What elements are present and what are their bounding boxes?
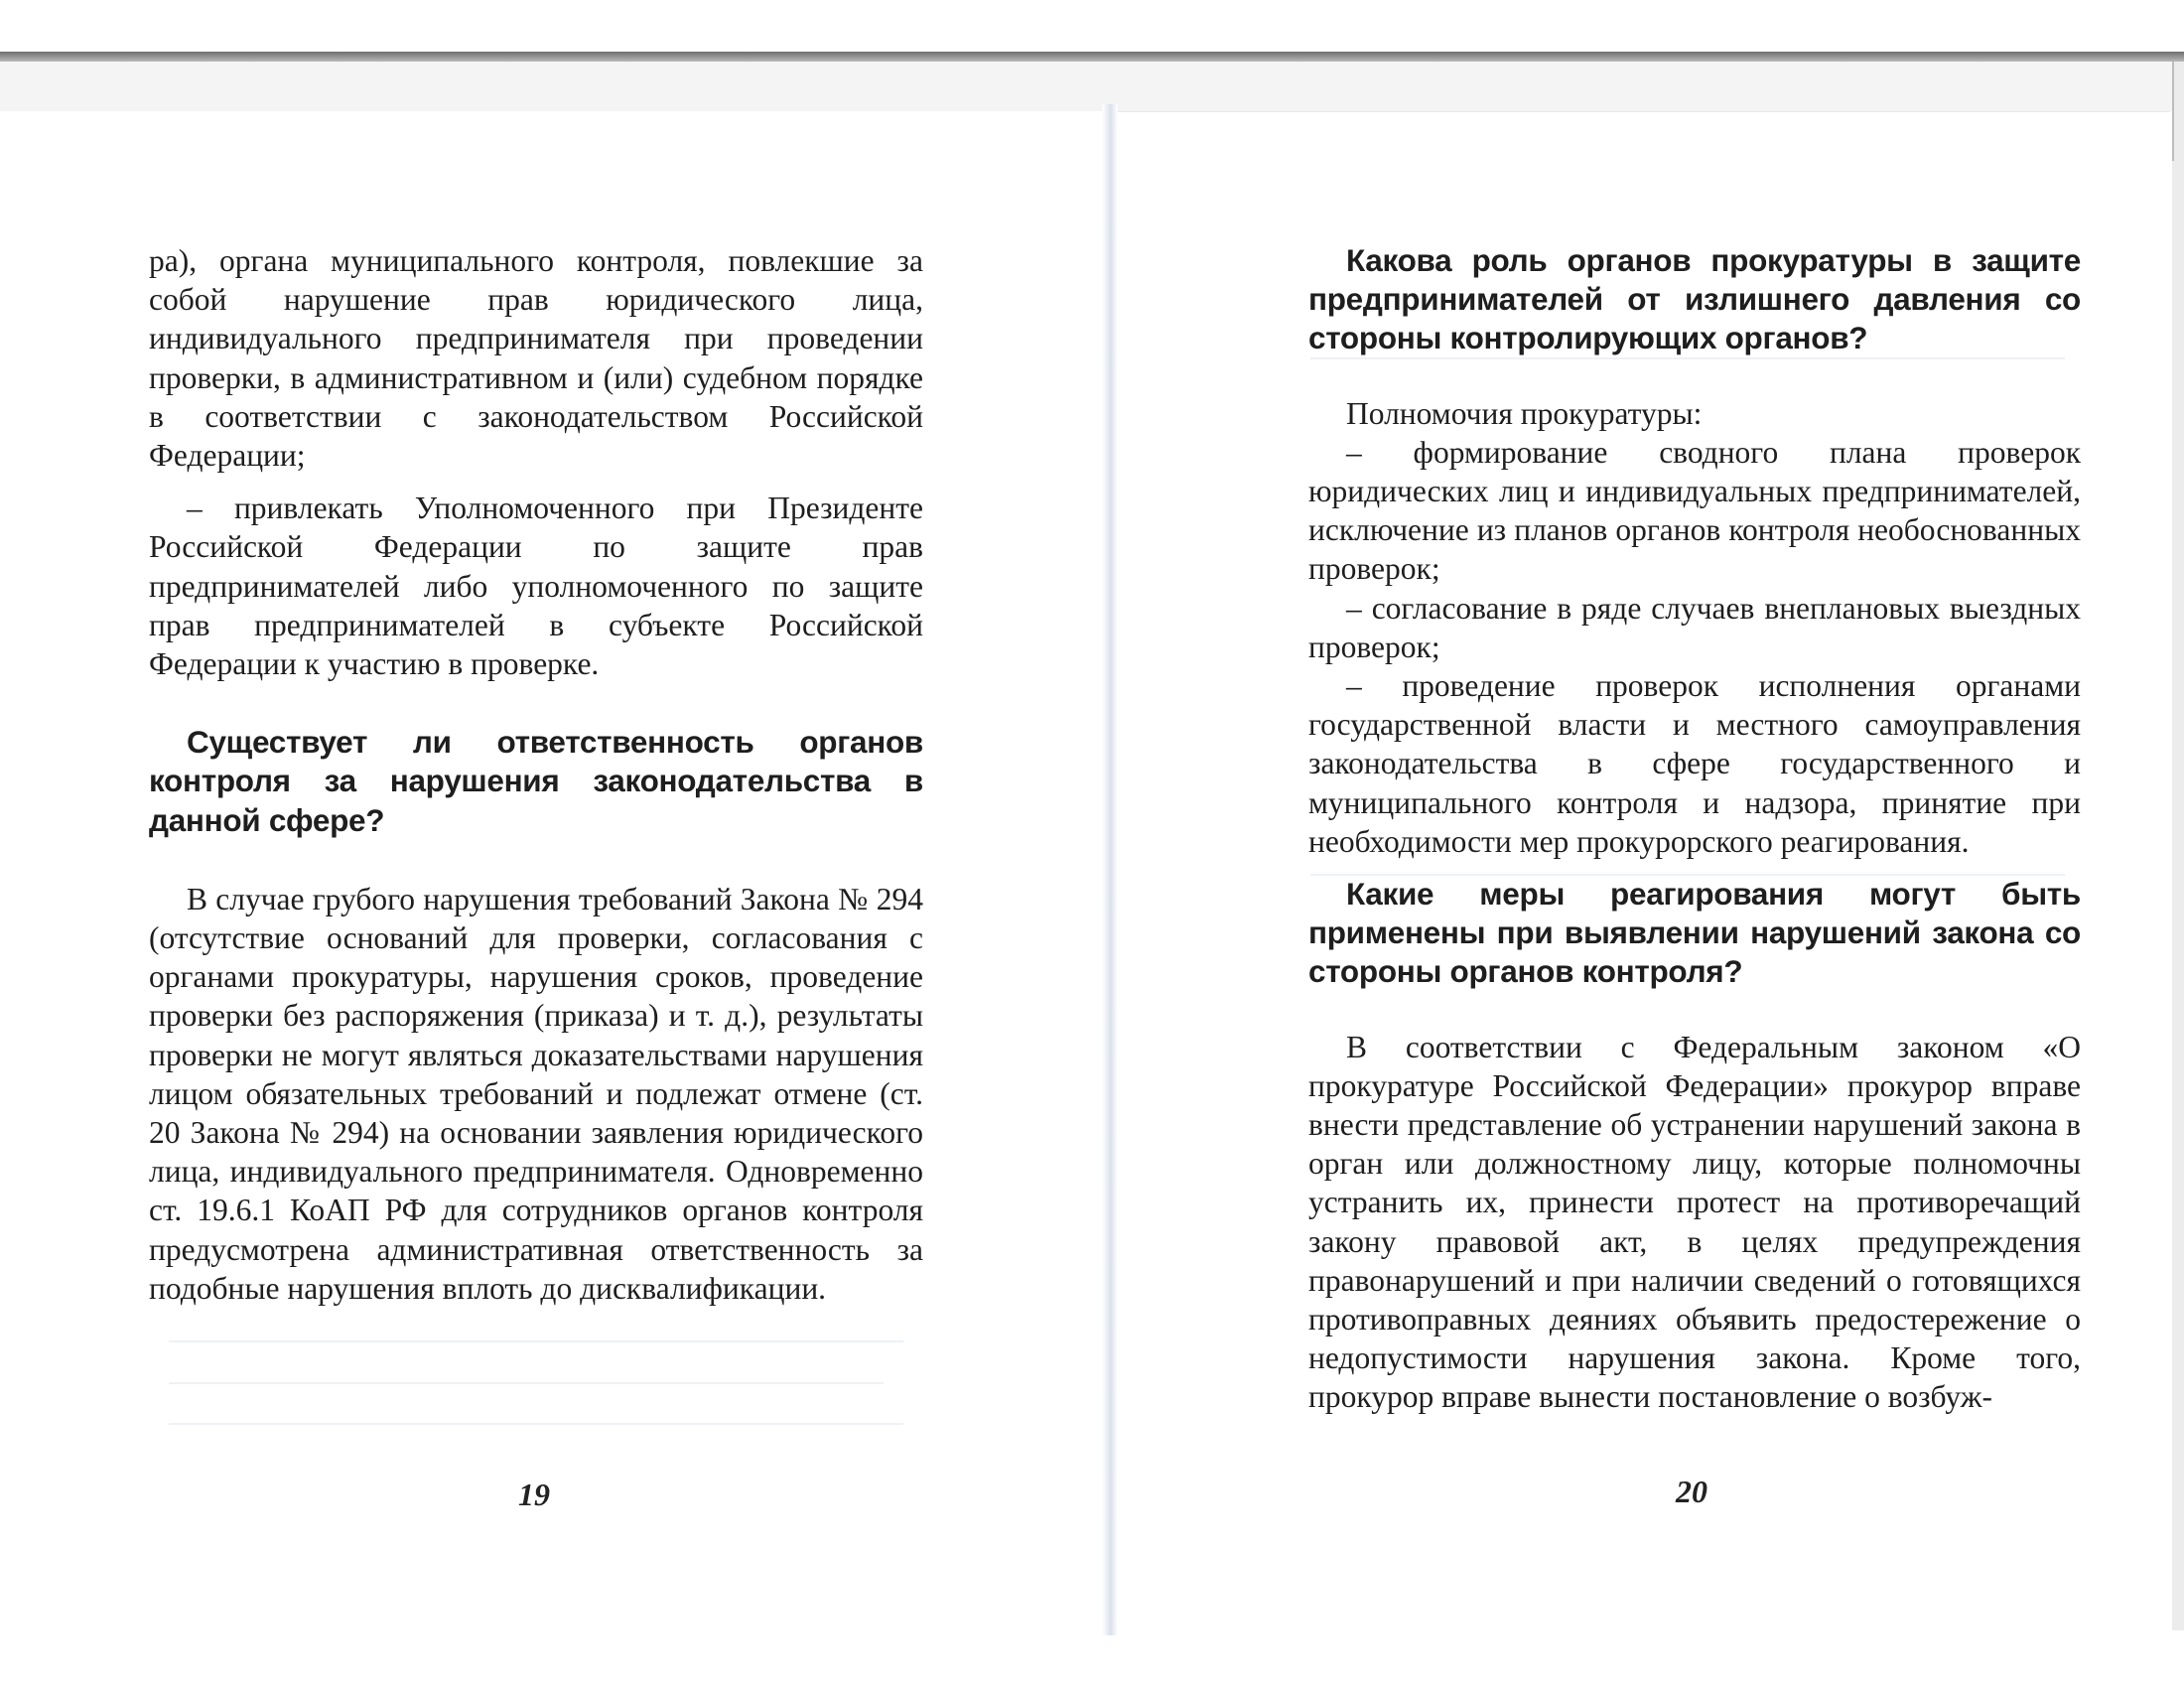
scan-bottom-margin	[0, 1635, 2184, 1688]
paragraph: В соответствии с Федеральным законом «О прокуратуре Российской Федерации» прокурор вправе внести представление об устранении нарушений закона в орган или должностному лицу, которые полномочны устранить их, принести протест на противоречащий закону правовой акт, в целях предупреждения правонарушений и при наличии сведений о готовящихся противоправных деяниях объявить предостережение о недопустимости нарушения закона. Кроме того, прокурор вправе вынести постановление о возбуж-	[1308, 1029, 2081, 1415]
bleed-through-line	[169, 1340, 903, 1342]
section-heading: Какова роль органов прокуратуры в защите предпринимателей от излишнего давления со стороны контролирующих органов?	[1308, 242, 2081, 356]
bleed-through-line	[169, 1423, 903, 1425]
book-spine	[1102, 104, 1118, 1638]
list-item: – формирование сводного плана проверок юридических лиц и индивидуальных предпринимателей, исключение из планов органов контроля необоснованных проверок;	[1308, 434, 2081, 587]
list-item: – проведение проверок исполнения органами государственной власти и местного самоуправления законодательства в сфере государственного и муниципального контроля и надзора, принятие при необходимости мер прокурорского реагирования.	[1308, 668, 2081, 859]
paragraph: Полномочия прокуратуры:	[1346, 395, 1703, 431]
paragraph: ра), органа муниципального контроля, повлекшие за собой нарушение прав юридического лица, индивидуального предпринимателя при проведении проверки, в административном и (или) судебном порядке в соответствии с законодательством Российской Федерации;	[149, 243, 923, 474]
scan-right-edge	[2172, 62, 2184, 1630]
section-heading: Какие меры реагирования могут быть применены при выявлении нарушений закона со стороны органов контроля?	[1308, 876, 2081, 990]
section-heading: Существует ли ответственность органов контроля за нарушения законодательства в данной сфере?	[149, 724, 923, 838]
paragraph: – привлекать Уполномоченного при Президенте Российской Федерации по защите прав предпринимателей либо уполномоченного по защите прав предпринимателей в субъекте Российской Федерации к участию в проверке.	[149, 491, 923, 682]
scan-right-edge-line	[2172, 62, 2174, 161]
page-number: 20	[1676, 1474, 1707, 1509]
paragraph: В случае грубого нарушения требований Закона № 294 (отсутствие оснований для проверки, согласования с органами прокуратуры, нарушения сроков, проведение проверки без распоряжения (приказа) и т. д.), результаты проверки не могут являться доказательствами нарушения лицом обязательных требований и подлежат отмене (ст. 20 Закона № 294) на основании заявления юридического лица, индивидуального предпринимателя. Одновременно ст. 19.6.1 КоАП РФ для сотрудников органов контроля предусмотрена административная ответственность за подобные нарушения вплоть до дисквалификации.	[149, 881, 923, 1306]
scan-margin	[0, 62, 2184, 111]
list-item: – согласование в ряде случаев внеплановых выездных проверок;	[1308, 590, 2081, 664]
scan-top-shadow	[0, 52, 2184, 62]
page-number: 19	[518, 1477, 550, 1512]
bleed-through-line	[169, 1382, 884, 1384]
right-page-text	[1308, 241, 2081, 1417]
left-page-text	[149, 241, 923, 1308]
